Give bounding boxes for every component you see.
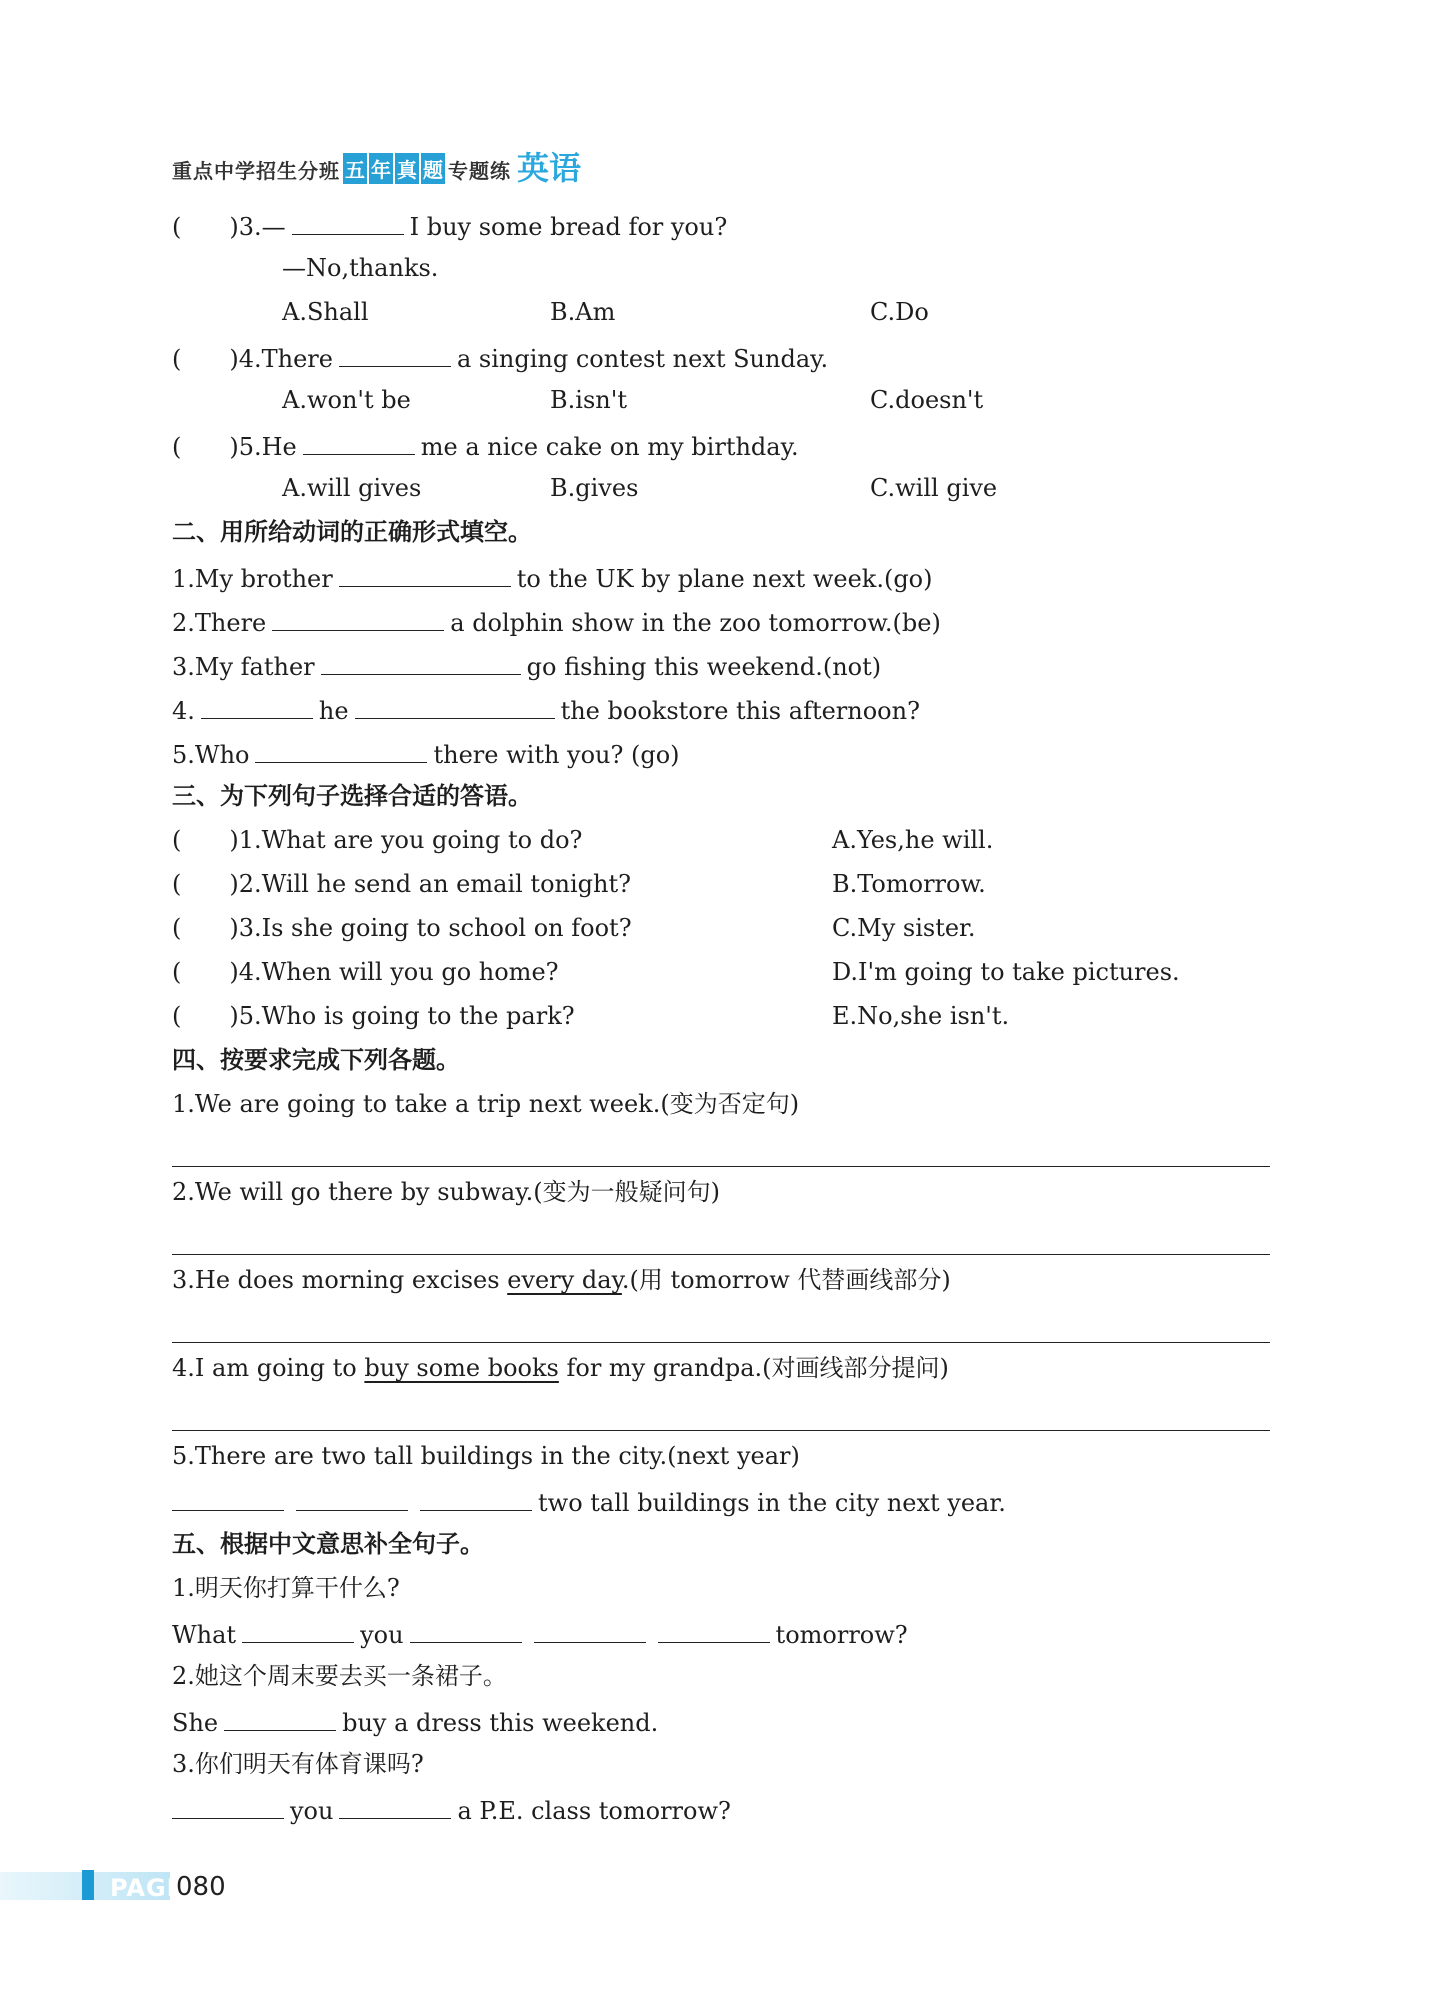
header-box: 五 [343, 153, 367, 184]
item-text: 4.I am going to [172, 1354, 365, 1382]
sec2-item-4 [172, 696, 920, 723]
answer-line[interactable] [172, 1430, 1270, 1431]
sec3-question: ( )4.When will you go home? [172, 958, 559, 986]
question-number: ( )3.— [172, 213, 286, 241]
answer-line[interactable] [172, 1166, 1270, 1167]
section-5-title: 五、根据中文意思补全句子。 [172, 1530, 484, 1558]
answer-blank[interactable] [420, 1488, 532, 1511]
item-text: he [318, 697, 349, 725]
item-text: 4. [172, 697, 195, 725]
item-text: for my grandpa.(对画线部分提问) [558, 1354, 949, 1382]
sec5-q1-cn: 1.明天你打算干什么? [172, 1574, 400, 1602]
header-box: 年 [369, 153, 393, 184]
sec3-answer: A.Yes,he will. [832, 826, 994, 854]
item-text: buy a dress this weekend. [342, 1709, 659, 1737]
sec3-answer: C.My sister. [832, 914, 976, 942]
sec4-q5: 5.There are two tall buildings in the city.(next year) [172, 1442, 800, 1470]
item-text: .(用 tomorrow 代替画线部分) [621, 1266, 951, 1294]
question-text: I buy some bread for you? [409, 213, 728, 241]
item-text: to the UK by plane next week.(go) [516, 565, 933, 593]
answer-blank[interactable] [272, 608, 444, 631]
item-text: 5.Who [172, 741, 250, 769]
sec5-q2-cn: 2.她这个周末要去买一条裙子。 [172, 1662, 507, 1690]
option-a: A.Shall [282, 298, 369, 326]
option-c: C.doesn't [870, 386, 984, 414]
sec2-item-2 [172, 608, 941, 635]
item-text: She [172, 1709, 219, 1737]
page-number: 080 [176, 1872, 226, 1902]
option-b: B.Am [550, 298, 616, 326]
answer-blank[interactable] [172, 1488, 284, 1511]
item-text: What [172, 1621, 237, 1649]
header-subject: 英语 [517, 149, 582, 187]
question-number: ( )5.He [172, 433, 297, 461]
answer-blank[interactable] [534, 1620, 646, 1643]
section-4-title: 四、按要求完成下列各题。 [172, 1046, 460, 1074]
footer-marker [82, 1870, 94, 1900]
sec2-item-3 [172, 652, 881, 679]
item-text: 3.He does morning excises [172, 1266, 508, 1294]
sec2-item-1 [172, 564, 933, 591]
question-text: a singing contest next Sunday. [456, 345, 829, 373]
answer-blank[interactable] [303, 432, 415, 455]
item-text: two tall buildings in the city next year. [538, 1489, 1006, 1517]
answer-blank[interactable] [172, 1796, 284, 1819]
answer-line[interactable] [172, 1342, 1270, 1343]
answer-blank[interactable] [292, 212, 404, 235]
sec3-question: ( )5.Who is going to the park? [172, 1002, 575, 1030]
sec1-q3 [172, 212, 727, 239]
header-box: 题 [421, 153, 445, 184]
item-text: a P.E. class tomorrow? [457, 1797, 731, 1825]
item-text: 1.My brother [172, 565, 333, 593]
item-text: there with you? (go) [433, 741, 680, 769]
footer-page-label: PAGE [110, 1874, 185, 1902]
sec3-answer: E.No,she isn't. [832, 1002, 1010, 1030]
sec3-question: ( )3.Is she going to school on foot? [172, 914, 632, 942]
item-text: 2.There [172, 609, 267, 637]
sec5-q3-en [172, 1796, 731, 1823]
answer-blank[interactable] [242, 1620, 354, 1643]
sec4-q3 [172, 1268, 951, 1292]
sec2-item-5 [172, 740, 680, 767]
option-c: C.will give [870, 474, 998, 502]
sec4-q5-answer [172, 1488, 1006, 1515]
sec4-q2: 2.We will go there by subway.(变为一般疑问句) [172, 1178, 720, 1206]
page-header [172, 140, 582, 187]
sec3-answer: D.I'm going to take pictures. [832, 958, 1180, 986]
option-b: B.gives [550, 474, 639, 502]
answer-line[interactable] [172, 1254, 1270, 1255]
item-text: you [290, 1797, 334, 1825]
answer-blank[interactable] [201, 696, 313, 719]
option-b: B.isn't [550, 386, 627, 414]
section-3-title: 三、为下列句子选择合适的答语。 [172, 782, 532, 810]
answer-blank[interactable] [339, 1796, 451, 1819]
item-text: tomorrow? [775, 1621, 908, 1649]
sec1-q4 [172, 344, 828, 371]
answer-blank[interactable] [658, 1620, 770, 1643]
sec4-q1: 1.We are going to take a trip next week.(变为否定句) [172, 1090, 800, 1118]
item-text: you [360, 1621, 404, 1649]
sec4-q4 [172, 1356, 949, 1380]
item-text: the bookstore this afternoon? [560, 697, 920, 725]
sec5-q2-en [172, 1708, 658, 1735]
option-c: C.Do [870, 298, 929, 326]
answer-blank[interactable] [224, 1708, 336, 1731]
underlined-text: every day [507, 1266, 622, 1294]
answer-blank[interactable] [296, 1488, 408, 1511]
answer-blank[interactable] [255, 740, 427, 763]
answer-blank[interactable] [339, 344, 451, 367]
item-text: 3.My father [172, 653, 315, 681]
option-a: A.will gives [282, 474, 422, 502]
sec3-question: ( )1.What are you going to do? [172, 826, 583, 854]
item-text: go fishing this weekend.(not) [526, 653, 882, 681]
header-boxes [342, 153, 446, 184]
sec1-q3-reply: —No,thanks. [282, 254, 439, 282]
header-suffix: 专题练 [448, 159, 511, 183]
sec1-q5 [172, 432, 799, 459]
item-text: a dolphin show in the zoo tomorrow.(be) [450, 609, 941, 637]
answer-blank[interactable] [355, 696, 555, 719]
section-2-title: 二、用所给动词的正确形式填空。 [172, 518, 532, 546]
question-number: ( )4.There [172, 345, 333, 373]
question-text: me a nice cake on my birthday. [420, 433, 799, 461]
header-prefix: 重点中学招生分班 [172, 159, 340, 183]
header-box: 真 [395, 153, 419, 184]
answer-blank[interactable] [339, 564, 511, 587]
answer-blank[interactable] [321, 652, 521, 675]
sec3-question: ( )2.Will he send an email tonight? [172, 870, 631, 898]
underlined-text: buy some books [364, 1354, 559, 1382]
option-a: A.won't be [282, 386, 411, 414]
sec3-answer: B.Tomorrow. [832, 870, 986, 898]
sec5-q3-cn: 3.你们明天有体育课吗? [172, 1750, 424, 1778]
sec5-q1-en [172, 1620, 908, 1647]
answer-blank[interactable] [410, 1620, 522, 1643]
